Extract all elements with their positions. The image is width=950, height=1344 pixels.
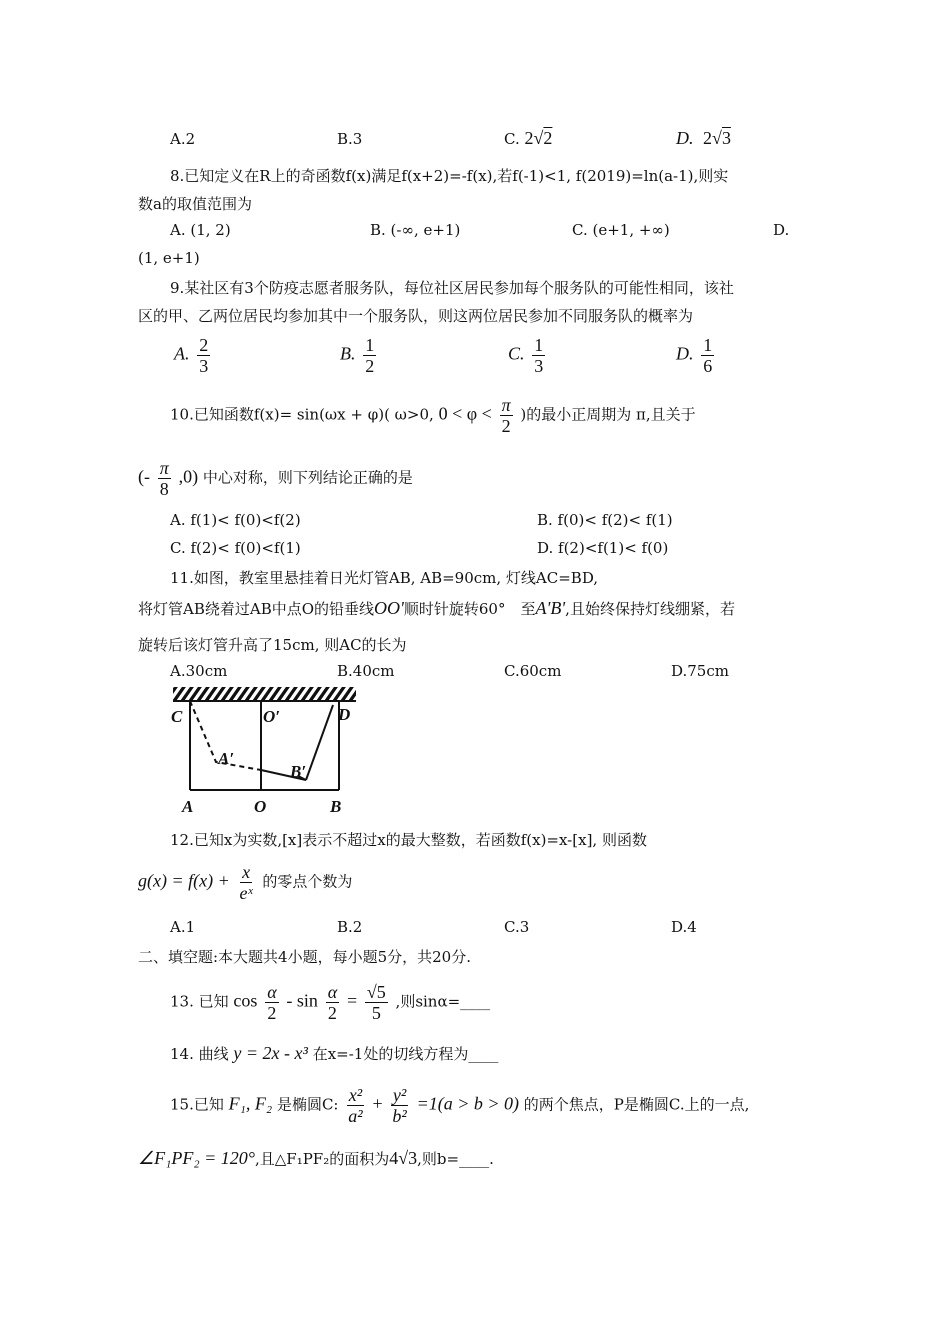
label-O-prime: O′ xyxy=(263,707,281,726)
label-O: O xyxy=(254,797,267,816)
q11-option-a: A.30cm xyxy=(170,662,228,680)
label-D: D xyxy=(338,705,351,724)
q10-option-c: C. f(2)< f(0)<f(1) xyxy=(170,539,301,557)
q9-option-d: D. $\frac{1}{6}$ xyxy=(676,335,713,376)
q11-stem-line1: 11.如图，教室里悬挂着日光灯管AB, AB=90cm, 灯线AC=BD, xyxy=(170,569,599,587)
q9-stem-line2: 区的甲、乙两位居民均参加其中一个服务队，则这两位居民参加不同服务队的概率为 xyxy=(138,307,694,325)
q8-stem-line1: 8.已知定义在R上的奇函数f(x)满足f(x+2)=-f(x),若f(-1)<1, f(2019)=ln(a-1),则实 xyxy=(170,167,729,185)
label-B: B xyxy=(330,797,342,816)
q11-stem-line3: 旋转后该灯管升高了15cm, 则AC的长为 xyxy=(138,636,407,654)
q9-stem-line1: 9.某社区有3个防疫志愿者服务队，每位社区居民参加每个服务队的可能性相同，该社 xyxy=(170,279,734,297)
q10-stem-line2: (- $\frac{\pi}{8}$ ,0) 中心对称，则下列结论正确的是 xyxy=(138,458,413,499)
q7-option-c-letter: C. xyxy=(504,130,520,148)
q15-stem-line1: 15.已知 F₁, F₂ 是椭圆C: $\frac{\text{x²}}{\text{a²}}$ + $\frac{\text{y²}}{\text{b²}}$ =1(a > b > 0) 的两个焦点，P是椭圆C.上的一点, xyxy=(170,1085,750,1126)
q10-option-d: D. f(2)<f(1)< f(0) xyxy=(537,539,669,557)
q14-stem: 14. 曲线 y = 2x - x³ 在x=-1处的切线方程为____ xyxy=(170,1043,499,1063)
lamp-rotation-figure xyxy=(168,684,363,818)
q9-option-a: A. $\frac{2}{3}$ xyxy=(174,335,209,376)
q9-option-b: B. $\frac{1}{2}$ xyxy=(340,335,375,376)
q12-option-d: D.4 xyxy=(671,918,697,936)
label-B-prime: B′ xyxy=(290,762,307,781)
label-A-prime: A′ xyxy=(218,749,235,768)
ceiling-hatch xyxy=(173,687,356,700)
q12-option-c: C.3 xyxy=(504,918,530,936)
q7-option-c-value: 2√2 xyxy=(524,128,553,148)
q7-option-a: A.2 xyxy=(170,130,196,148)
q8-option-d-continued: (1, e+1) xyxy=(138,249,200,267)
section-2-heading: 二、填空题:本大题共4小题，每小题5分，共20分. xyxy=(138,948,471,966)
label-C: C xyxy=(171,707,183,726)
q10-option-a: A. f(1)< f(0)<f(2) xyxy=(170,511,301,529)
q11-option-d: D.75cm xyxy=(671,662,729,680)
q12-option-b: B.2 xyxy=(337,918,363,936)
q7-option-b: B.3 xyxy=(337,130,363,148)
q7-option-d xyxy=(676,128,731,149)
label-A: A xyxy=(182,797,194,816)
q11-stem-line2: 将灯管AB绕着过AB中点O的铅垂线OO'顺时针旋转60° 至A'B',且始终保持灯线绷紧，若 xyxy=(138,598,735,618)
q7-option-c xyxy=(504,128,552,149)
q7-option-d-value: 2√3 xyxy=(703,128,731,148)
q8-option-b: B. (-∞, e+1) xyxy=(370,221,461,239)
q11-option-b: B.40cm xyxy=(337,662,395,680)
q13-stem: 13. 已知 cos $\frac{\alpha}{2}$ - sin $\frac{\alpha}{2}$ = $\frac{√5}{5}$ ,则sinα=____ xyxy=(170,982,491,1023)
q15-stem-line2: ∠F₁PF₂ = 120°,且△F₁PF₂的面积为4√3,则b=____. xyxy=(138,1148,494,1168)
q7-option-d-letter: D. xyxy=(676,128,694,148)
q10-stem-line1: 10.已知函数f(x)= sin(ωx + φ)( ω>0, 0 < φ < $\frac{\pi}{2}$ )的最小正周期为 π,且关于 xyxy=(170,395,696,436)
q10-option-b: B. f(0)< f(2)< f(1) xyxy=(537,511,673,529)
wire-DB-prime xyxy=(306,705,333,780)
q8-option-d: D. xyxy=(773,221,790,239)
q11-option-c: C.60cm xyxy=(504,662,562,680)
q8-option-a: A. (1, 2) xyxy=(170,221,231,239)
q12-option-a: A.1 xyxy=(170,918,196,936)
q12-stem-line1: 12.已知x为实数,[x]表示不超过x的最大整数，若函数f(x)=x-[x], 则函数 xyxy=(170,831,647,849)
q8-stem-line2: 数a的取值范围为 xyxy=(138,195,252,213)
q8-option-c: C. (e+1, +∞) xyxy=(572,221,670,239)
q9-option-c: C. $\frac{1}{3}$ xyxy=(508,335,544,376)
q12-stem-line2: g(x) = f(x) + $\frac{x}{\text{eˣ}}$ 的零点个数为 xyxy=(138,862,353,903)
